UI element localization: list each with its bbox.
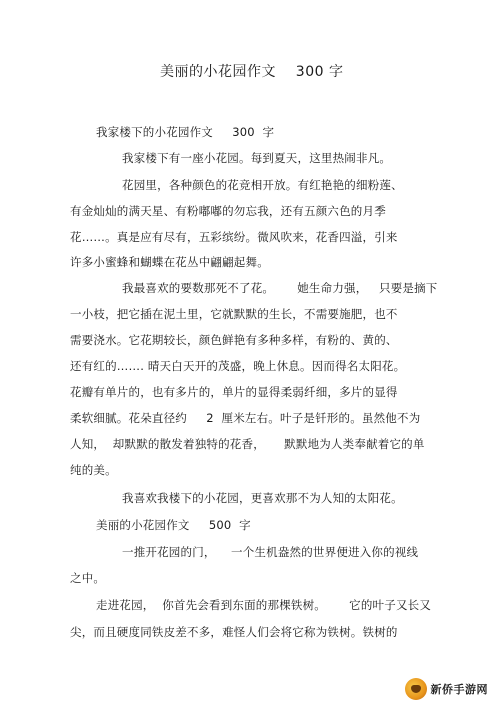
- section-heading-1: 我家楼下的小花园作文 300 字: [96, 125, 275, 139]
- paragraph-line: 花……。真是应有尽有，五彩缤纷。微风吹来，花香四溢，引来: [70, 230, 398, 244]
- paragraph-line: 许多小蜜蜂和蝴蝶在花丛中翩翩起舞。: [70, 255, 269, 269]
- watermark-text: 新侨手游网: [430, 683, 488, 696]
- paragraph-line: 走进花园， 你首先会看到东面的那棵铁树。 它的叶子又长又: [96, 598, 432, 612]
- paragraph-line: 纯的美。: [70, 463, 117, 477]
- paragraph-line: 我家楼下有一座小花园。每到夏天，这里热闹非凡。: [122, 151, 392, 165]
- paragraph-line: 需要浇水。它花期较长，颜色鲜艳有多种多样，有粉的、黄的、: [70, 333, 398, 347]
- paragraph-line: 一小枝，把它插在泥土里，它就默默的生长，不需要施肥，也不: [70, 307, 398, 321]
- paragraph-line: 尖，而且硬度同铁皮差不多，难怪人们会将它称为铁树。铁树的: [70, 625, 398, 639]
- paragraph-line: 花瓣有单片的，也有多片的，单片的显得柔弱纤细，多片的显得: [70, 385, 398, 399]
- paragraph-line: 有金灿灿的满天星、有粉嘟嘟的勿忘我，还有五颜六色的月季: [70, 204, 386, 218]
- paragraph-line: 柔软细腻。花朵直径约 2 厘米左右。叶子是钎形的。虽然他不为: [70, 411, 421, 425]
- section-heading-2: 美丽的小花园作文 500 字: [96, 518, 251, 532]
- paragraph-line: 一推开花园的门， 一个生机盎然的世界便进入你的视线: [122, 545, 419, 559]
- document-title: 美丽的小花园作文 300 字: [160, 64, 344, 80]
- paragraph-line: 花园里，各种颜色的花竞相开放。有红艳艳的细粉莲、: [122, 178, 403, 192]
- site-watermark: [401, 676, 493, 702]
- paragraph-line: 之中。: [70, 571, 106, 585]
- paragraph-line: 我最喜欢的要数那死不了花。 她生命力强， 只要是摘下: [122, 281, 438, 295]
- game-logo-icon: [405, 678, 427, 700]
- paragraph-line: 还有红的……. 晴天白天开的茂盛，晚上休息。因而得名太阳花。: [70, 359, 406, 373]
- paragraph-line: 人知， 却默默的散发着独特的花香， 默默地为人类奉献着它的单: [70, 437, 425, 451]
- paragraph-line: 我喜欢我楼下的小花园，更喜欢那不为人知的太阳花。: [122, 491, 403, 505]
